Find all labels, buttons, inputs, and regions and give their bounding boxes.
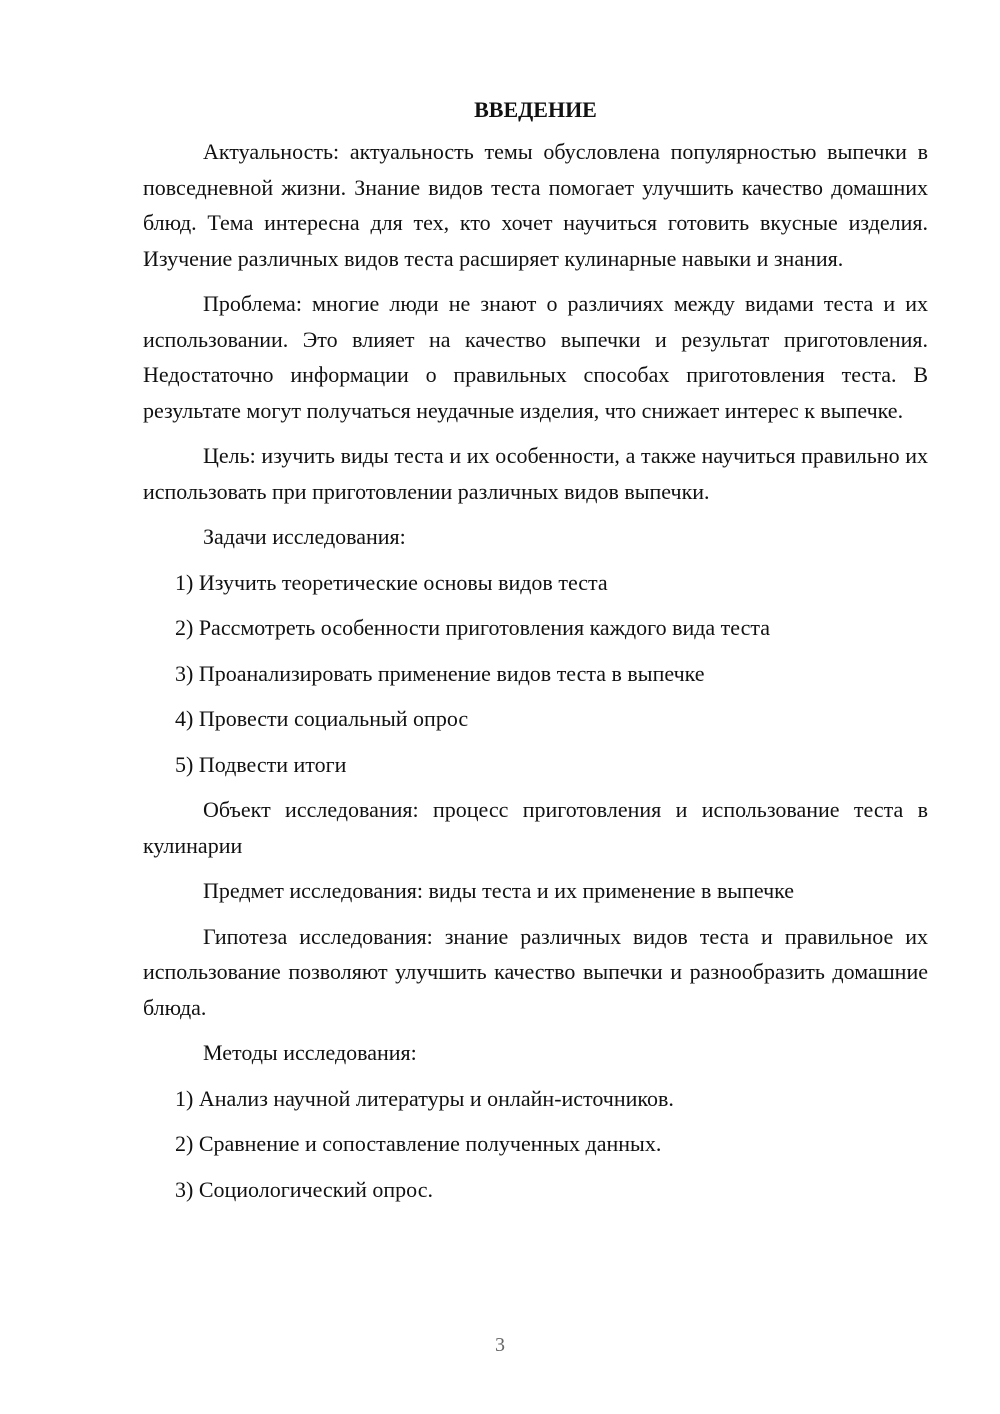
list-item-task-4: 4) Провести социальный опрос [175,706,469,731]
list-item-method-2: 2) Сравнение и сопоставление полученных данных. [175,1131,662,1156]
paragraph-problem: Проблема: многие люди не знают о различиях между видами теста и их использовании. Это влияет на качество выпечки и результат приготовления. Недостаточно информации о правильных способах приготовления теста. В результате могут получаться неудачные изделия, что снижает интерес к выпечке. [143,291,928,423]
paragraph-object: Объект исследования: процесс приготовления и использование теста в кулинарии [143,797,928,858]
page-title: ВВЕДЕНИЕ [474,97,597,122]
page-content [143,92,928,1217]
paragraph-relevance: Актуальность: актуальность темы обусловлена популярностью выпечки в повседневной жизни. Знание видов теста помогает улучшить качество домашних блюд. Тема интересна для тех, кто хочет научиться готовить вкусные изделия. Изучение различных видов теста расширяет кулинарные навыки и знания. [143,139,928,271]
page-number: 3 [495,1334,505,1356]
list-item-method-1: 1) Анализ научной литературы и онлайн-источников. [175,1085,674,1111]
methods-heading: Методы исследования: [203,1040,417,1065]
list-item-task-2: 2) Рассмотреть особенности приготовления каждого вида теста [175,615,771,640]
paragraph-hypothesis: Гипотеза исследования: знание различных видов теста и правильное их использование позволяют улучшить качество выпечки и разнообразить домашние блюда. [143,923,928,1020]
list-item-task-1: 1) Изучить теоретические основы видов теста [175,569,608,595]
list-item-task-5: 5) Подвести итоги [175,751,347,777]
list-item-method-3: 3) Социологический опрос. [175,1176,433,1202]
tasks-heading: Задачи исследования: [203,524,406,549]
paragraph-goal: Цель: изучить виды теста и их особенности, а также научиться правильно их использовать при приготовлении различных видов выпечки. [143,443,928,504]
paragraph-subject: Предмет исследования: виды теста и их применение в выпечке [203,878,795,903]
list-item-task-3: 3) Проанализировать применение видов теста в выпечке [175,660,705,686]
